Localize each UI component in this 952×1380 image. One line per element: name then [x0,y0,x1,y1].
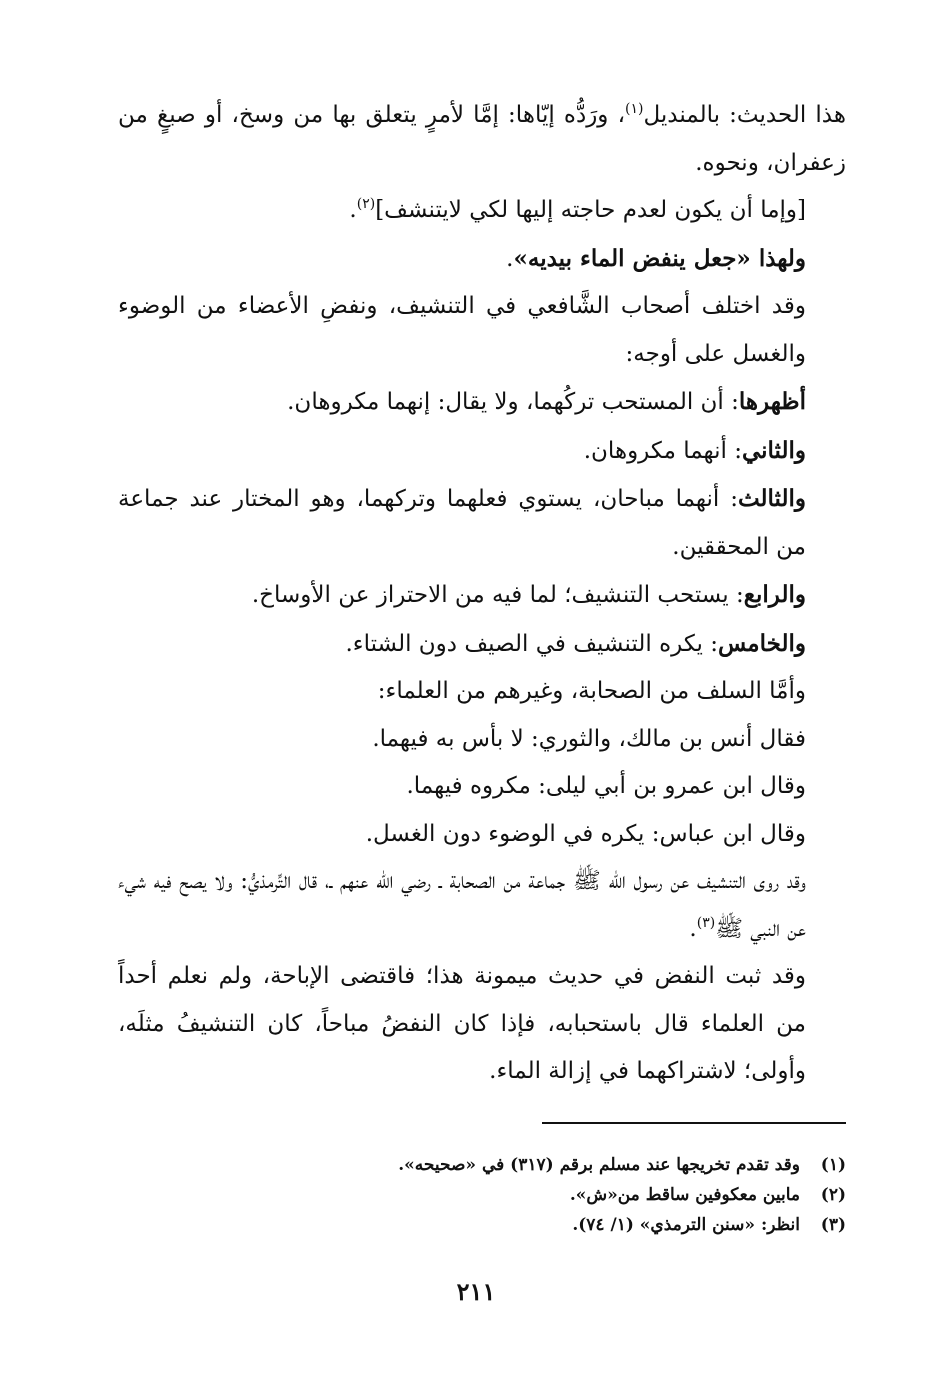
paragraph-5 [118,378,846,427]
paragraph-15: وقد ثبت النفض في حديث ميمونة هذا؛ فاقتضى الإباحة، ولم نعلم أحداً من العلماء قال باستحبابه، فإذا كان النفضُ مباحاً، كان التنشيفُ مثلَه، وأولى؛ لاشتراكهما في إزالة الماء. [118,963,806,1084]
paragraph-3-end: . [506,245,514,272]
paragraph-7 [118,475,846,571]
footnote-2-number: (٢) [820,1185,846,1205]
paragraph-11: فقال أنس بن مالك، والثوري: لا بأس به فيهما. [372,725,806,752]
footnote-2-text: مابين معكوفين ساقط من«ش». [569,1185,800,1205]
paragraph-14 [118,858,846,953]
footnote-ref-3[interactable]: (٣) [696,914,716,931]
footnote-1-text: وقد تقدم تخريجها عند مسلم برقم (٣١٧) في «صحيحه». [398,1155,800,1175]
footnote-1-number: (١) [820,1155,846,1175]
main-text [118,92,846,1096]
paragraph-1-part-1: هذا الحديث: بالمنديل [643,102,846,128]
paragraph-7-bold: والثالث [737,485,806,512]
paragraph-1-part-2: ، ورَدُّه إيّاها: إمَّا لأمرٍ يتعلق بها من وسخ، أو صبغٍ من زعفران، ونحوه. [118,102,846,176]
paragraph-6 [118,427,846,476]
paragraph-5-bold: أظهرها [738,388,806,415]
paragraph-8-bold: والرابع [743,581,806,608]
footnote-2 [300,1180,846,1210]
paragraph-8-text: : يستحب التنشيف؛ لما فيه من الاحتراز عن الأوساخ. [251,582,744,608]
footnote-divider [542,1122,846,1124]
paragraph-7-text: : أنهما مباحان، يستوي فعلهما وتركهما، وهو المختار عند جماعة من المحققين. [118,486,806,560]
paragraph-9-bold: والخامس [717,629,806,657]
footnote-1 [300,1150,846,1180]
paragraph-2-end: . [349,197,357,223]
footnote-ref-2[interactable]: (٢) [356,196,376,212]
paragraph-6-text: : أنهما مكروهان. [583,437,742,464]
footnotes [300,1150,846,1240]
paragraph-13: وقال ابن عباس: يكره في الوضوء دون الغسل. [365,820,806,847]
footnote-3-number: (٣) [820,1215,846,1235]
paragraph-4: وقد اختلف أصحاب الشَّافعي في التنشيف، ونفضِ الأعضاء من الوضوء والغسل على أوجه: [118,293,806,367]
paragraph-14-end: . [689,915,697,942]
paragraph-3 [118,235,846,284]
paragraph-8 [118,571,846,620]
footnote-3 [300,1210,846,1240]
footnote-ref-1[interactable]: (١) [625,101,644,117]
paragraph-5-text: : أن المستحب تركُهما، ولا يقال: إنهما مكروهان. [287,389,739,415]
paragraph-2-text: [وإما أن يكون لعدم حاجته إليها لكي لايتنشف] [375,197,806,223]
footnote-3-text: انظر: «سنن الترمذي» (١/ ٧٤). [572,1215,800,1235]
paragraph-6-bold: والثاني [741,436,806,464]
paragraph-9-text: : يكره التنشيف في الصيف دون الشتاء. [345,630,718,657]
paragraph-12: وقال ابن عمرو بن أبي ليلى: مكروه فيهما. [406,773,806,799]
paragraph-2 [118,187,846,235]
paragraph-10: وأمَّا السلف من الصحابة، وغيرهم من العلماء: [377,678,806,704]
page-number: ٢١١ [456,1277,496,1306]
paragraph-1 [118,92,846,187]
paragraph-3-bold: ولهذا «جعل ينفض الماء بيديه» [513,244,806,272]
paragraph-14-text: وقد روى التنشيف عن رسول الله ﷺ جماعة من الصحابة ـ رضي الله عنهم ـ، قال التِّرمذيُّ: ولا يصح فيه شيء عن النبي ﷺ [118,868,806,942]
paragraph-9 [118,620,846,669]
